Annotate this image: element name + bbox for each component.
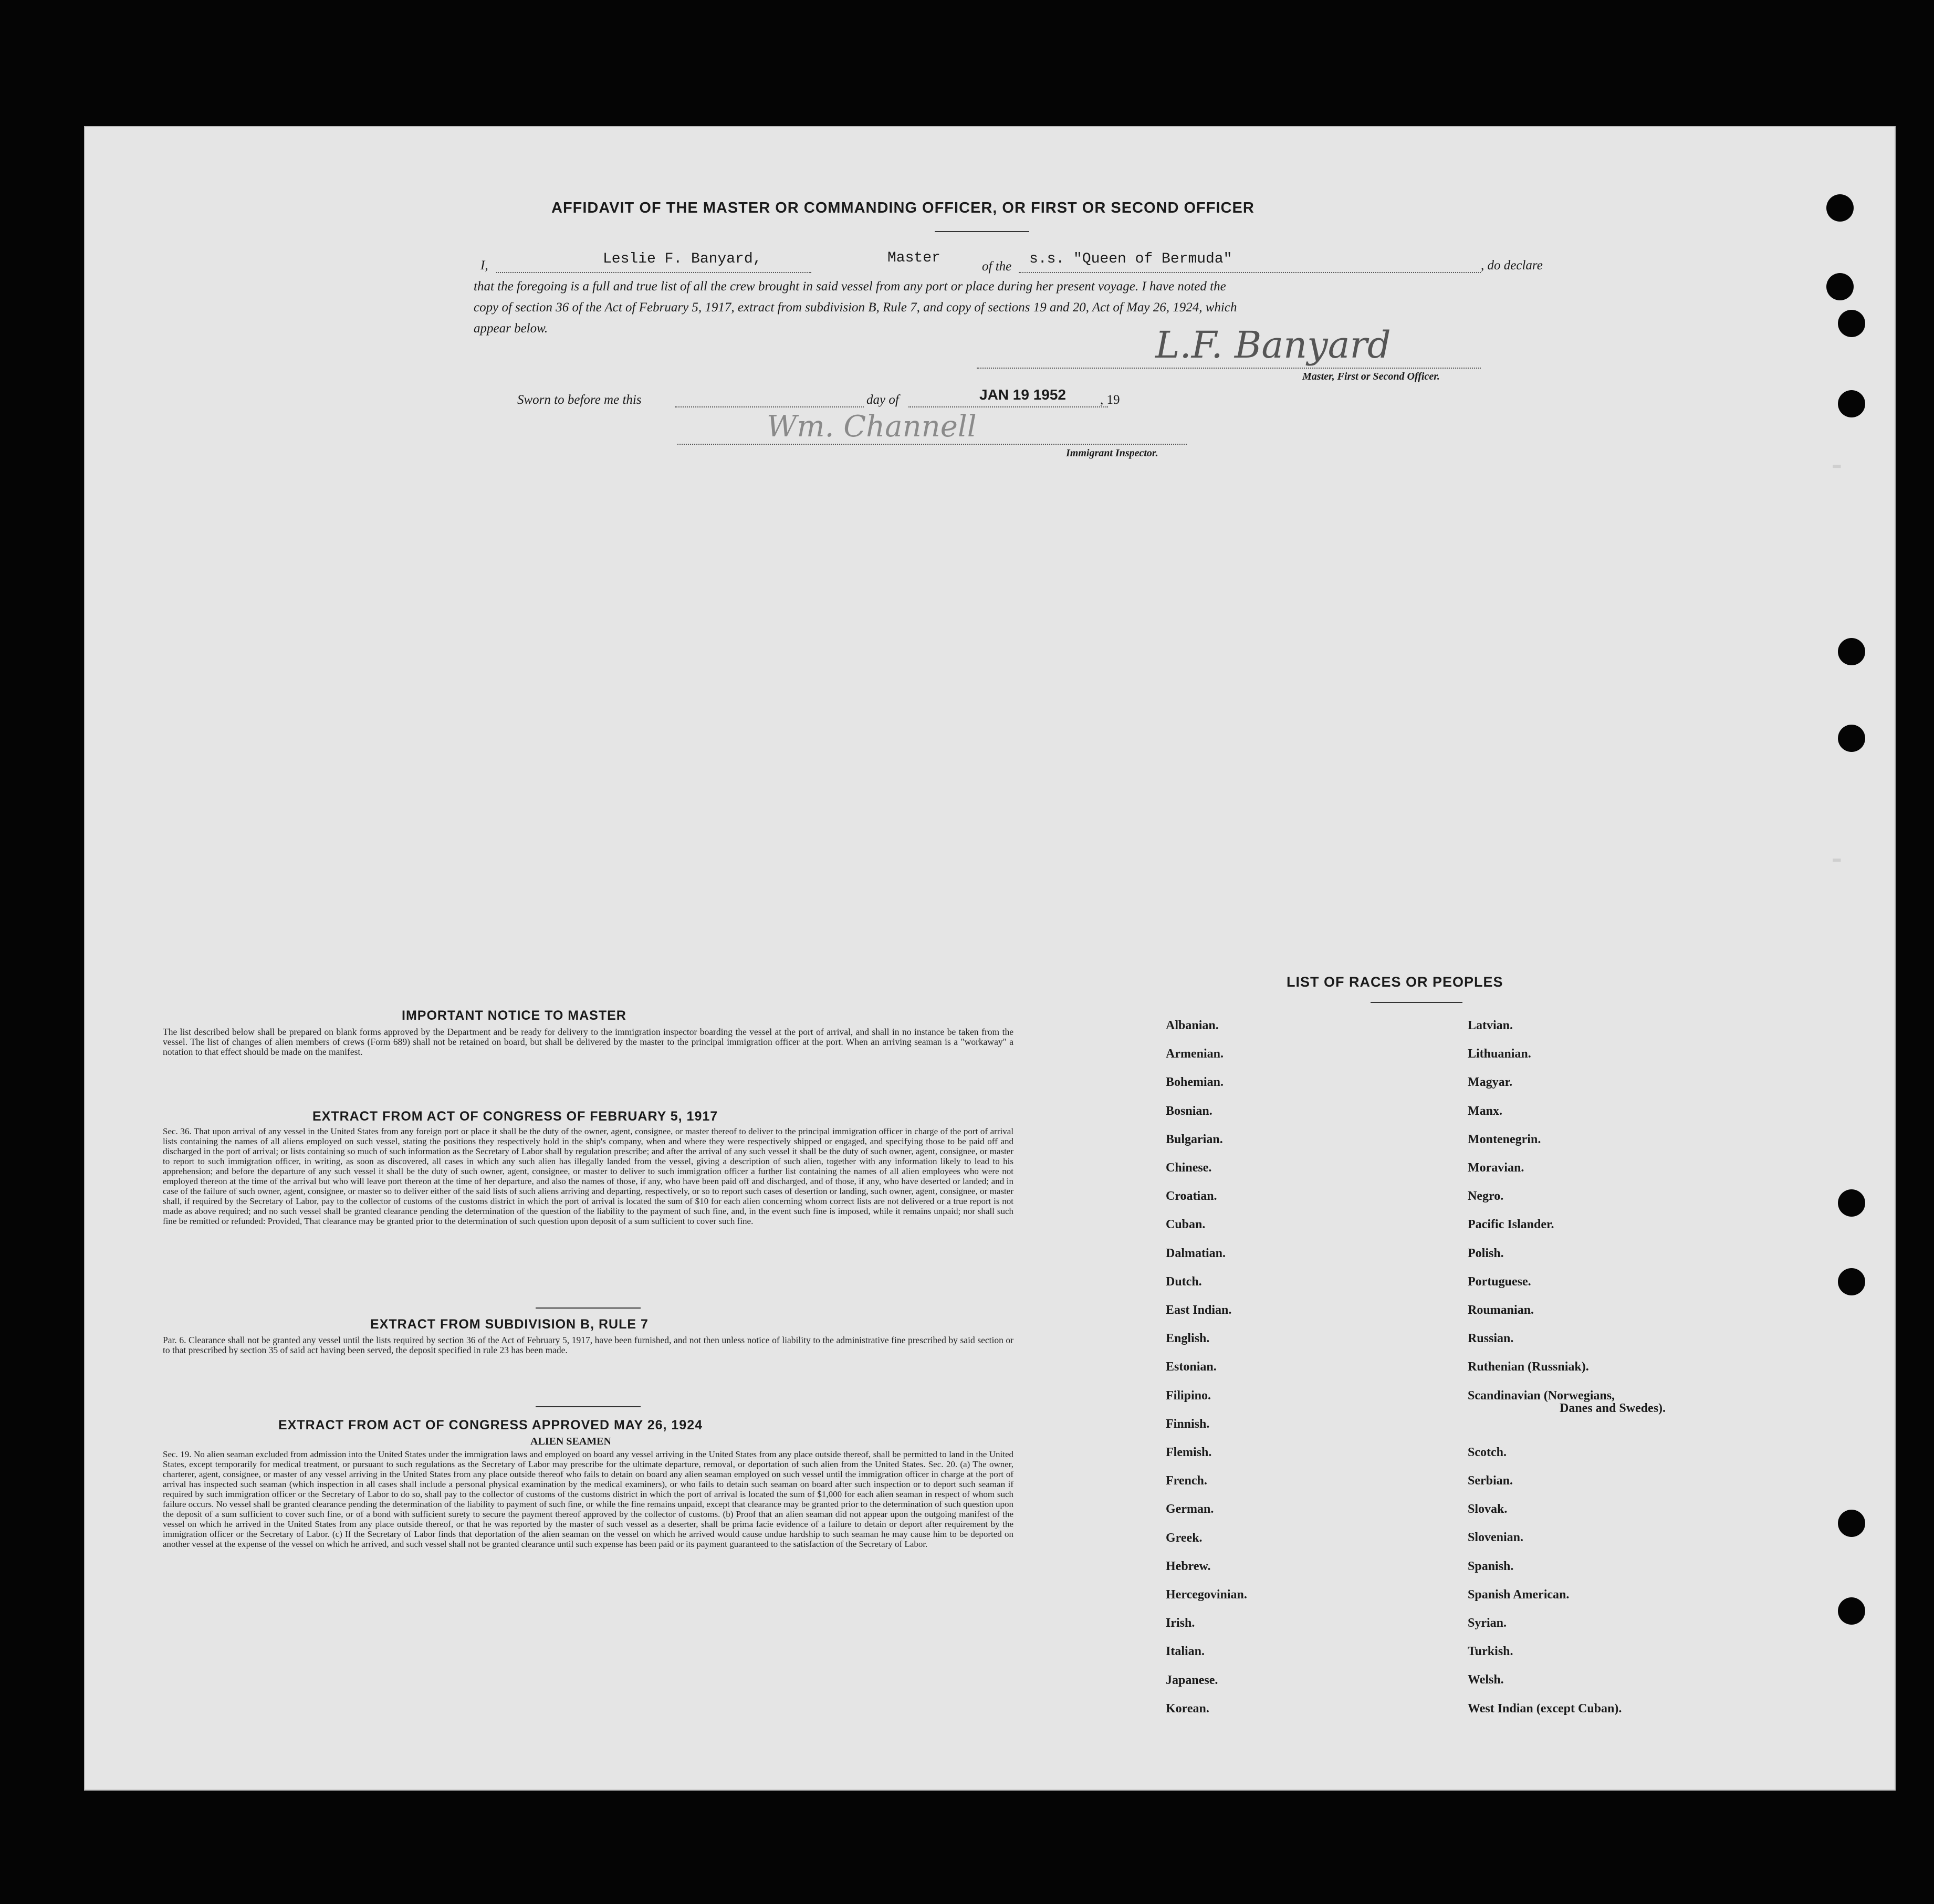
master-rank: Master	[887, 250, 940, 266]
divider-1	[536, 1307, 641, 1309]
race-item: English.	[1166, 1332, 1210, 1346]
race-item: Syrian.	[1468, 1616, 1507, 1630]
race-item: Slovenian.	[1468, 1531, 1524, 1545]
inspector-signature-line	[677, 444, 1187, 445]
race-item: Ruthenian (Russniak).	[1468, 1360, 1589, 1374]
date-stamp: JAN 19 1952	[979, 386, 1067, 403]
inspector-signature: Wm. Channell	[767, 410, 977, 444]
sworn-label: Sworn to before me this	[517, 393, 642, 407]
divider-2	[536, 1406, 641, 1407]
race-item: Finnish.	[1166, 1417, 1210, 1431]
race-item: Japanese.	[1166, 1673, 1218, 1687]
race-item: Manx.	[1468, 1104, 1502, 1118]
binder-hole	[1838, 390, 1865, 417]
race-item: Danes and Swedes).	[1560, 1401, 1666, 1415]
inspector-caption: Immigrant Inspector.	[1066, 447, 1158, 459]
race-item: East Indian.	[1166, 1303, 1232, 1317]
races-title: LIST OF RACES OR PEOPLES	[1287, 974, 1503, 990]
binder-hole	[1838, 1510, 1865, 1537]
master-caption: Master, First or Second Officer.	[1302, 371, 1440, 382]
race-item: Slovak.	[1468, 1502, 1508, 1516]
race-item: Estonian.	[1166, 1360, 1217, 1374]
race-item: Polish.	[1468, 1246, 1504, 1260]
race-item: Pacific Islander.	[1468, 1218, 1554, 1232]
of-the-label: of the	[982, 259, 1012, 274]
affidavit-line-2: that the foregoing is a full and true list of all the crew brought in said vessel from any port or place during her present voyage. I have noted the	[474, 279, 1226, 294]
rule7-title: EXTRACT FROM SUBDIVISION B, RULE 7	[370, 1317, 649, 1332]
race-item: Portuguese.	[1468, 1274, 1531, 1289]
race-item: Bulgarian.	[1166, 1132, 1223, 1146]
race-item: Filipino.	[1166, 1388, 1211, 1403]
binder-hole	[1838, 1268, 1865, 1295]
race-item: Moravian.	[1468, 1161, 1524, 1175]
binder-hole	[1838, 310, 1865, 337]
race-item: Russian.	[1468, 1332, 1514, 1346]
vessel-field-line	[1019, 272, 1481, 273]
race-item: Magyar.	[1468, 1075, 1513, 1090]
binder-hole	[1838, 725, 1865, 752]
race-item: Welsh.	[1468, 1673, 1504, 1687]
extract-1917-text: Sec. 36. That upon arrival of any vessel in the United States from any foreign port or place it shall be the duty of the owner, agent, consignee, or master thereof to deliver to the principal immigration officer in charge of the port of arrival lists containing the names of all aliens employed on such vessel, stating the positions they respectively hold in the ship's company, when and where they were respectively shipped or engaged, and specifying those to be paid off and discharged in the port of arrival; or lists containing so much of such information as the Secretary of Labor shall by regulation prescribe; and after the arrival of any such vessel it shall be the duty of such owner, agent, consignee, or master to report to such immigration officer, in writing, as soon as discovered, all cases in which any such alien has illegally landed from the vessel, giving a description of such alien, together with any information likely to lead to his apprehension; and before the departure of any such vessel it shall be the duty of such owner, agent, consignee, or master to deliver to such immigration officer a further list containing the names of all alien employees who were not employed thereon at the time of the arrival but who will leave port thereon at the time of her departure, and also the names of those, if any, who have been paid off and discharged, and of those, if any, who have deserted or landed; and in case of the failure of such owner, agent, consignee, or master so to deliver either of the said lists of such aliens arriving and departing, respectively, or so to report such cases of desertion or landing, such owner, agent, consignee, or master shall, if required by the Secretary of Labor, pay to the collector of customs of the customs district in which the port of arrival is located the sum of $10 for each alien concerning whom correct lists are not delivered or a true report is not made as above required; and no such vessel shall be granted clearance pending the determination of the question of the liability to the payment of such fine, and, in the event such fine is imposed, while it remains unpaid; nor shall such fine be remitted or refunded: Provided, That clearance may be granted prior to the determination of such question upon deposit of a sum sufficient to cover such fine.	[163, 1126, 1013, 1226]
title-underline	[935, 231, 1029, 232]
race-item: French.	[1166, 1474, 1207, 1488]
bleed-through-mark: ▬	[1833, 851, 1841, 866]
document-page	[84, 126, 1896, 1791]
binder-hole	[1838, 1597, 1865, 1625]
do-declare-label: , do declare	[1481, 258, 1543, 273]
race-item: Armenian.	[1166, 1047, 1224, 1061]
sworn-month-line	[908, 406, 1108, 407]
master-name: Leslie F. Banyard,	[603, 251, 762, 267]
sworn-day-line	[675, 406, 864, 407]
binder-hole	[1826, 273, 1854, 300]
notice-text: The list described below shall be prepared on blank forms approved by the Department and be ready for delivery to the immigration inspector boarding the vessel at the port of arrival, and shall in no instance be taken from the vessel. The list of changes of alien members of crews (Form 689) shall not be retained on board, but shall be delivered by the master to the principal immigration officer at the port. When an arriving seaman is a "workaway" a notation to that effect should be made on the manifest.	[163, 1027, 1013, 1057]
race-item: Spanish.	[1468, 1559, 1514, 1573]
year-suffix: , 19	[1100, 393, 1120, 407]
extract-1924-text: Sec. 19. No alien seaman excluded from admission into the United States under the immigration laws and employed on board any vessel arriving in the United States from any place outside thereof, shall be permitted to land in the United States, except temporarily for medical treatment, or pursuant to such regulations as the Secretary of Labor may prescribe for the ultimate departure, removal, or deportation of such alien from the United States. Sec. 20. (a) The owner, charterer, agent, consignee, or master of any vessel arriving in the United States from any place outside thereof who fails to detain on board any alien seaman employed on such vessel until the immigration officer in charge at the port of arrival has inspected such seaman (which inspection in all cases shall include a personal physical examination by the medical examiners), or who fails to detain such seaman on board after such inspection or to deport such seaman if required by such immigration officer or the Secretary of Labor to do so, shall pay to the collector of customs of the customs district in which the port of arrival is located the sum of $1,000 for each alien seaman in respect of whom such failure occurs. No vessel shall be granted clearance pending the determination of the liability to payment of such fine, or while the fine remains unpaid, except that clearance may be granted prior to the determination of such question upon the deposit of a sum sufficient to cover such fine, or of a bond with sufficient surety to secure the payment thereof approved by the collector of customs. (b) Proof that an alien seaman did not appear upon the outgoing manifest of the vessel on which he arrived in the United States from any place outside thereof, or that he was reported by the master of such vessel as a deserter, shall be prima facie evidence of a failure to detain or deport after requirement by the immigration officer or the Secretary of Labor. (c) If the Secretary of Labor finds that deportation of the alien seaman on the vessel on which he arrived would cause undue hardship to such seaman he may cause him to be deported on another vessel at the expense of the vessel on which he arrived, and such vessel shall not be granted clearance until such expense has been paid or its payment guaranteed to the satisfaction of the Secretary of Labor.	[163, 1449, 1013, 1549]
races-underline	[1371, 1002, 1462, 1003]
race-item: Italian.	[1166, 1645, 1205, 1659]
notice-title: IMPORTANT NOTICE TO MASTER	[402, 1008, 626, 1023]
race-item: Spanish American.	[1468, 1587, 1570, 1602]
binder-hole	[1838, 1189, 1865, 1217]
name-field-line	[496, 272, 811, 273]
race-item: Bohemian.	[1166, 1075, 1224, 1090]
extract-1924-title: EXTRACT FROM ACT OF CONGRESS APPROVED MAY 26, 1924	[278, 1418, 703, 1432]
race-item: Scotch.	[1468, 1445, 1507, 1459]
affidavit-i: I,	[480, 258, 488, 273]
bleed-through-mark: ▬	[1833, 457, 1841, 473]
race-item: Chinese.	[1166, 1161, 1212, 1175]
race-item: Lithuanian.	[1468, 1047, 1531, 1061]
race-item: Flemish.	[1166, 1446, 1212, 1459]
race-item: Bosnian.	[1166, 1104, 1212, 1118]
race-item: Cuban.	[1166, 1218, 1206, 1232]
race-item: Roumanian.	[1468, 1303, 1534, 1317]
race-item: Dutch.	[1166, 1274, 1202, 1289]
race-item: Latvian.	[1468, 1019, 1513, 1032]
race-item: Hebrew.	[1166, 1559, 1211, 1573]
race-item: Scandinavian (Norwegians,	[1468, 1388, 1615, 1403]
affidavit-line-4: appear below.	[474, 321, 548, 336]
vessel-name: s.s. "Queen of Bermuda"	[1029, 251, 1232, 267]
affidavit-line-3: copy of section 36 of the Act of February 5, 1917, extract from subdivision B, Rule 7, and copy of sections 19 and 20, Act of May 26, 1924, which	[474, 300, 1237, 315]
master-signature-line	[977, 368, 1481, 369]
binder-hole	[1838, 638, 1865, 665]
extract-1924-subtitle: ALIEN SEAMEN	[530, 1436, 611, 1447]
race-item: Negro.	[1468, 1189, 1504, 1204]
race-item: Hercegovinian.	[1166, 1588, 1247, 1602]
race-item: Korean.	[1166, 1701, 1209, 1715]
race-item: West Indian (except Cuban).	[1468, 1701, 1622, 1715]
master-signature: L.F. Banyard	[1155, 323, 1391, 367]
race-item: Montenegrin.	[1468, 1132, 1541, 1146]
race-item: Dalmatian.	[1166, 1246, 1226, 1260]
race-item: Turkish.	[1468, 1645, 1513, 1659]
day-of-label: day of	[866, 393, 899, 407]
race-item: Greek.	[1166, 1531, 1203, 1545]
extract-1917-title: EXTRACT FROM ACT OF CONGRESS OF FEBRUARY 5, 1917	[312, 1109, 718, 1124]
race-item: Albanian.	[1166, 1019, 1219, 1032]
affidavit-title: AFFIDAVIT OF THE MASTER OR COMMANDING OFFICER, OR FIRST OR SECOND OFFICER	[551, 200, 1255, 216]
race-item: German.	[1166, 1502, 1214, 1516]
race-item: Serbian.	[1468, 1474, 1513, 1488]
rule7-text: Par. 6. Clearance shall not be granted any vessel until the lists required by section 36 of the Act of February 5, 1917, have been furnished, and not then unless notice of liability to the administrative fine prescribed by said section or to that prescribed by section 35 of said act having been served, the deposit specified in rule 23 has been made.	[163, 1335, 1013, 1355]
race-item: Croatian.	[1166, 1189, 1217, 1204]
race-item: Irish.	[1166, 1616, 1195, 1630]
binder-hole	[1826, 194, 1854, 222]
